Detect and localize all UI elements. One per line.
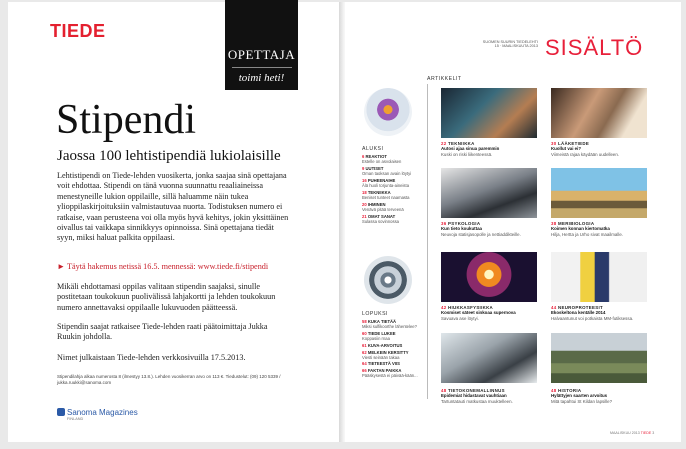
article-thumbnail-meribiologia[interactable]	[551, 168, 647, 218]
body-paragraph-1: Lehtistipendi on Tiede-lehden vuosikerta, jonka saajaa sinä opettajana voit ehdottaa. Stipendi on tänä vuonna suunnattu reaaliaineissa menestyneille lukion oppilaille, sillä haluamme näin tukea ylioppilaskirjoituksiin valmistautuvaa nuorta. Todistuksen numero ei ratkaise, vaan perusteena voi olla myös hyvä kehitys, jokin yksittäinen oivallus tai vaikkapa sinnikkyys opinnoissa. Sinä opettajana tiedät syyn, miksi haluat palkita oppilaasi.	[57, 171, 289, 243]
magazine-tagline: SUOMEN SUURIN TIEDELEHTI	[482, 40, 538, 44]
article-thumbnail-neuroproteesit[interactable]	[551, 252, 647, 302]
page-title: Stipendi	[56, 97, 197, 143]
article-thumbnail-tekniikka[interactable]	[441, 88, 537, 138]
list-item[interactable]: 20 IHMINEN Venävä pitää terveenä	[362, 201, 404, 212]
magazine-info	[428, 40, 538, 48]
tiede-logo: TIEDE	[50, 21, 106, 41]
article-caption[interactable]: 44 NEUROPROTEESIT Ekoskeltona kentälle 2014 Halvaantunut voi potkaista MM-futiksessa.	[551, 305, 634, 321]
page-subtitle: Jaossa 100 lehtistipendiä lukiolaisille	[57, 148, 281, 164]
list-item[interactable]: 61 KUVA-ARVOITUS	[362, 342, 403, 348]
lopuksi-label: LOPUKSI	[362, 311, 388, 317]
article-thumbnail-hiukkasfysiikka[interactable]	[441, 252, 537, 302]
footer-issue: MAALISKUU 2013	[610, 431, 640, 435]
body-paragraph-3: Stipendin saajat ratkaisee Tiede-lehden raati päätoimittaja Jukka Ruukin johdolla.	[57, 322, 268, 342]
body-paragraph-4: Nimet julkaistaan Tiede-lehden verkkosivuilla 17.5.2013.	[57, 353, 246, 362]
lopuksi-image	[364, 256, 412, 304]
article-caption[interactable]: 48 HISTORIA Hylättyjen saarten arvoitus Mitä tapahtui St Kildan lapsille?	[551, 388, 613, 404]
list-item[interactable]: 66 FAKTAN PAIKKA Pääskysestä ei päivää-kään...	[362, 368, 418, 379]
fine-print: Stipendilahja alkaa numerosta 8 (ilmestyy 13.8.). Lehden vuosikerran arvo on 113 €. Tiedustelut: (09) 120 5339 / jukka.ruukki@sanoma.com	[57, 374, 281, 385]
publisher-subtitle: FINLAND	[67, 417, 84, 421]
page-number: 3	[652, 431, 655, 435]
article-caption[interactable]: 36 PSYKOLOGIA Kun tieto koukuttaa Neuvoja statisjasopolle ja nettiaddikteille.	[441, 221, 521, 237]
list-item[interactable]: 9 UUTISET Oman taoksan avain löytyi	[362, 165, 412, 177]
article-caption[interactable]: 38 MERIBIOLOGIA Koimen konnan kiertomatka Hilja, Hertta ja Urho sivat maailmalle.	[551, 221, 623, 237]
publisher-logo	[57, 408, 138, 421]
list-item[interactable]: 62 MELKEIN KERSITTY Viesti seinään takaa	[362, 349, 409, 360]
teacher-tab-subtitle: toimi heti!	[238, 72, 285, 84]
application-link[interactable]: ► Täytä hakemus netissä 16.5. mennessä: www.tiede.fi/stipendi	[57, 262, 269, 271]
article-thumbnail-tietokonemallinnus[interactable]	[441, 333, 537, 383]
contents-heading: SISÄLTÖ	[545, 35, 644, 60]
aluksi-list	[362, 154, 422, 225]
article-caption[interactable]: 48 TIETOKONEMALLINNUS Epidemiat hidastavat vauhtiaan Tartuntatauti matkustaa muuktelleen.	[441, 388, 513, 404]
list-item[interactable]: 60 TIEDE LUKEE Koppasiin rnaa	[362, 330, 396, 342]
articles-label: ARTIKKELIT	[427, 76, 462, 82]
lopuksi-list	[362, 319, 422, 380]
body-paragraph-2: Mikäli ehdottamasi oppilas valitaan stipendin saajaksi, sinulle postitetaan toukokuun puolivälissä lahjakortti ja lehden toukokuun numero annettavaksi oppilaalle lukuvuoden päätteessä.	[57, 282, 276, 312]
list-item[interactable]: 18 TEKNIIKKA Beniset tunteet naamasta	[362, 189, 410, 200]
article-thumbnail-historia[interactable]	[551, 333, 647, 383]
article-thumbnail-laaketiede[interactable]	[551, 88, 647, 138]
sanoma-icon	[57, 408, 65, 416]
aluksi-image	[364, 88, 412, 136]
footer-brand: TIEDE	[640, 431, 652, 435]
list-item[interactable]: 58 KUKA TIETÄÄ Miksi sulfikoorthe lähentelee?	[362, 319, 417, 330]
list-item[interactable]: 6 REAKTIOT Estelle on asvolaisen	[362, 154, 402, 165]
article-caption[interactable]: 22 TEKNIIKKA Autosi ajaa sinua paremmin Kuski on riski liikenteessä.	[441, 141, 500, 157]
page-footer	[610, 431, 654, 435]
list-item[interactable]: 16 PUHEENAIHE Älä huoli torjunta-aineista	[362, 177, 410, 189]
aluksi-label: ALUKSI	[362, 146, 384, 152]
issue-date: 15 · MAALISKUUTA 2013	[494, 44, 538, 48]
article-thumbnail-psykologia[interactable]	[441, 168, 537, 218]
teacher-tab-divider	[232, 67, 292, 68]
list-item[interactable]: 64 TIETEESTÄ VIIS	[362, 361, 400, 367]
article-caption[interactable]: 42 HIUKKASFYSIIKKA Kosmiset säteet sinkoaa supernova Savuava ase löytyi.	[441, 305, 516, 321]
publisher-name: Sanoma Magazines	[67, 408, 138, 417]
article-caption[interactable]: 30 LÄÄKETIEDE Kuollut vai ei? Viimeistä rajaa käydään uudelleen.	[551, 141, 620, 157]
list-item[interactable]: 21 OMAT SANAT Sulassa sovinnossa	[362, 213, 400, 224]
column-divider	[427, 84, 428, 399]
teacher-tab-title: OPETTAJA	[227, 47, 296, 62]
teacher-tab	[225, 0, 298, 90]
